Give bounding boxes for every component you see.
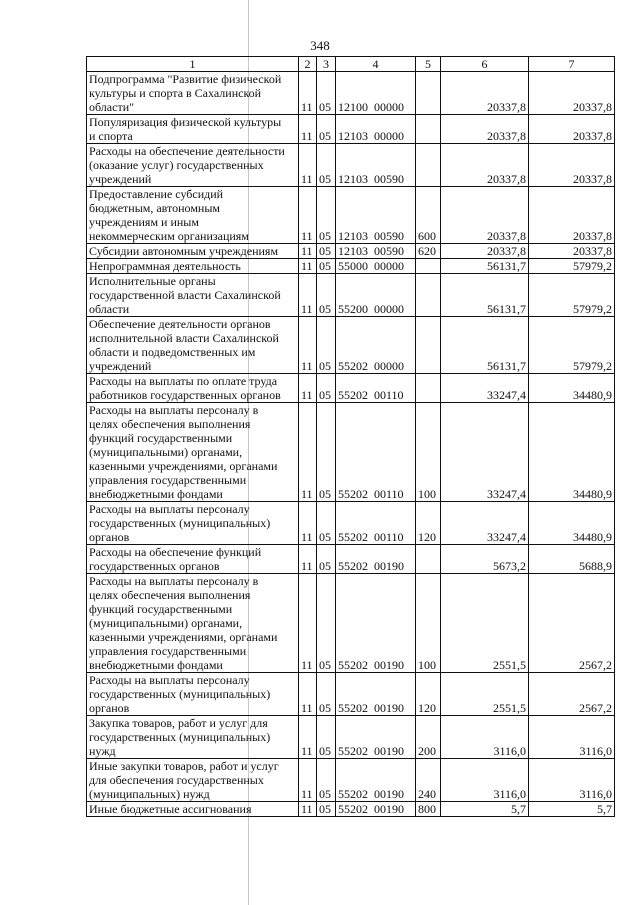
cell-c3: 05 bbox=[317, 274, 336, 317]
cell-name: Иные бюджетные ассигнования bbox=[87, 802, 299, 817]
cell-c7: 34480,9 bbox=[529, 403, 615, 502]
cell-c2: 11 bbox=[299, 403, 317, 502]
cell-c4: 12100 00000 bbox=[336, 72, 416, 115]
cell-c5 bbox=[416, 259, 441, 274]
cell-c6: 56131,7 bbox=[441, 259, 529, 274]
table-row bbox=[87, 716, 615, 759]
cell-c5 bbox=[416, 545, 441, 574]
cell-c4: 55000 00000 bbox=[336, 259, 416, 274]
cell-c6: 20337,8 bbox=[441, 115, 529, 144]
cell-c4: 55202 00110 bbox=[336, 403, 416, 502]
cell-c3: 05 bbox=[317, 115, 336, 144]
cell-c5: 620 bbox=[416, 244, 441, 259]
cell-c7: 20337,8 bbox=[529, 72, 615, 115]
cell-c3: 05 bbox=[317, 72, 336, 115]
budget-table bbox=[86, 56, 615, 817]
header-col-2: 2 bbox=[299, 57, 317, 72]
cell-name: Расходы на обеспечение деятельности (оказание услуг) государственных учреждений bbox=[87, 144, 299, 187]
cell-name: Расходы на выплаты персоналу в целях обеспечения выполнения функций государственными (муниципальными) органами, казенными учреждениями, органами управления государственными внебюджетными фондами bbox=[87, 403, 299, 502]
cell-c6: 20337,8 bbox=[441, 187, 529, 244]
cell-c2: 11 bbox=[299, 115, 317, 144]
cell-c3: 05 bbox=[317, 244, 336, 259]
cell-c4: 55202 00190 bbox=[336, 759, 416, 802]
cell-c3: 05 bbox=[317, 317, 336, 374]
cell-c4: 55202 00190 bbox=[336, 574, 416, 673]
cell-c4: 55202 00110 bbox=[336, 502, 416, 545]
cell-c6: 2551,5 bbox=[441, 574, 529, 673]
cell-c7: 2567,2 bbox=[529, 574, 615, 673]
cell-c5: 600 bbox=[416, 187, 441, 244]
cell-c5: 100 bbox=[416, 574, 441, 673]
cell-c5 bbox=[416, 144, 441, 187]
cell-c2: 11 bbox=[299, 502, 317, 545]
cell-c5 bbox=[416, 374, 441, 403]
cell-name: Расходы на обеспечение функций государственных органов bbox=[87, 545, 299, 574]
cell-c5: 200 bbox=[416, 716, 441, 759]
cell-name: Расходы на выплаты по оплате труда работников государственных органов bbox=[87, 374, 299, 403]
header-col-3: 3 bbox=[317, 57, 336, 72]
cell-c3: 05 bbox=[317, 673, 336, 716]
cell-c6: 5,7 bbox=[441, 802, 529, 817]
cell-c7: 5688,9 bbox=[529, 545, 615, 574]
cell-c5 bbox=[416, 317, 441, 374]
cell-c5 bbox=[416, 72, 441, 115]
cell-c2: 11 bbox=[299, 759, 317, 802]
table-row bbox=[87, 187, 615, 244]
cell-c4: 55202 00190 bbox=[336, 545, 416, 574]
cell-c6: 33247,4 bbox=[441, 502, 529, 545]
cell-name: Расходы на выплаты персоналу государственных (муниципальных) органов bbox=[87, 673, 299, 716]
cell-c5: 120 bbox=[416, 673, 441, 716]
cell-c7: 34480,9 bbox=[529, 502, 615, 545]
table-row bbox=[87, 374, 615, 403]
cell-c6: 20337,8 bbox=[441, 144, 529, 187]
cell-name: Непрограммная деятельность bbox=[87, 259, 299, 274]
cell-c2: 11 bbox=[299, 802, 317, 817]
cell-c2: 11 bbox=[299, 144, 317, 187]
table-row bbox=[87, 545, 615, 574]
cell-c7: 34480,9 bbox=[529, 374, 615, 403]
table-body bbox=[87, 72, 615, 817]
cell-name: Расходы на выплаты персоналу в целях обеспечения выполнения функций государственными (муниципальными) органами, казенными учреждениями, органами управления государственными внебюджетными фондами bbox=[87, 574, 299, 673]
cell-c4: 55202 00000 bbox=[336, 317, 416, 374]
cell-c3: 05 bbox=[317, 187, 336, 244]
cell-c2: 11 bbox=[299, 259, 317, 274]
cell-c3: 05 bbox=[317, 374, 336, 403]
cell-c7: 20337,8 bbox=[529, 115, 615, 144]
header-col-7: 7 bbox=[529, 57, 615, 72]
cell-name: Закупка товаров, работ и услуг для государственных (муниципальных) нужд bbox=[87, 716, 299, 759]
cell-c5: 100 bbox=[416, 403, 441, 502]
cell-name: Расходы на выплаты персоналу государственных (муниципальных) органов bbox=[87, 502, 299, 545]
cell-c4: 12103 00590 bbox=[336, 187, 416, 244]
cell-c3: 05 bbox=[317, 716, 336, 759]
cell-c2: 11 bbox=[299, 673, 317, 716]
cell-c3: 05 bbox=[317, 545, 336, 574]
cell-c6: 3116,0 bbox=[441, 716, 529, 759]
cell-c2: 11 bbox=[299, 545, 317, 574]
cell-c2: 11 bbox=[299, 574, 317, 673]
cell-c6: 33247,4 bbox=[441, 403, 529, 502]
cell-name: Популяризация физической культуры и спорта bbox=[87, 115, 299, 144]
cell-c2: 11 bbox=[299, 716, 317, 759]
cell-c6: 56131,7 bbox=[441, 274, 529, 317]
cell-c4: 55202 00190 bbox=[336, 673, 416, 716]
table-row bbox=[87, 259, 615, 274]
cell-c5 bbox=[416, 115, 441, 144]
cell-c7: 20337,8 bbox=[529, 244, 615, 259]
cell-name: Предоставление субсидий бюджетным, автономным учреждениям и иным некоммерческим организациям bbox=[87, 187, 299, 244]
cell-c4: 55202 00110 bbox=[336, 374, 416, 403]
page-number: 348 bbox=[310, 38, 330, 53]
table-row bbox=[87, 274, 615, 317]
cell-name: Исполнительные органы государственной власти Сахалинской области bbox=[87, 274, 299, 317]
cell-c7: 57979,2 bbox=[529, 274, 615, 317]
cell-c4: 12103 00000 bbox=[336, 115, 416, 144]
cell-c7: 57979,2 bbox=[529, 259, 615, 274]
cell-name: Иные закупки товаров, работ и услуг для обеспечения государственных (муниципальных) нужд bbox=[87, 759, 299, 802]
cell-c3: 05 bbox=[317, 759, 336, 802]
cell-c7: 2567,2 bbox=[529, 673, 615, 716]
cell-c5: 800 bbox=[416, 802, 441, 817]
cell-c2: 11 bbox=[299, 374, 317, 403]
cell-c3: 05 bbox=[317, 574, 336, 673]
cell-c4: 55202 00190 bbox=[336, 802, 416, 817]
cell-c6: 33247,4 bbox=[441, 374, 529, 403]
header-col-6: 6 bbox=[441, 57, 529, 72]
header-col-4: 4 bbox=[336, 57, 416, 72]
cell-c6: 20337,8 bbox=[441, 244, 529, 259]
cell-c2: 11 bbox=[299, 244, 317, 259]
cell-c7: 20337,8 bbox=[529, 144, 615, 187]
table-row bbox=[87, 574, 615, 673]
cell-c7: 57979,2 bbox=[529, 317, 615, 374]
header-col-5: 5 bbox=[416, 57, 441, 72]
table-row bbox=[87, 115, 615, 144]
table-row bbox=[87, 317, 615, 374]
cell-c7: 3116,0 bbox=[529, 716, 615, 759]
cell-c7: 5,7 bbox=[529, 802, 615, 817]
table-row bbox=[87, 502, 615, 545]
cell-c2: 11 bbox=[299, 317, 317, 374]
cell-c3: 05 bbox=[317, 259, 336, 274]
table-row bbox=[87, 759, 615, 802]
cell-c5: 240 bbox=[416, 759, 441, 802]
cell-c2: 11 bbox=[299, 187, 317, 244]
table-row bbox=[87, 144, 615, 187]
cell-c7: 3116,0 bbox=[529, 759, 615, 802]
table-row bbox=[87, 802, 615, 817]
cell-c6: 2551,5 bbox=[441, 673, 529, 716]
cell-c2: 11 bbox=[299, 274, 317, 317]
cell-c6: 56131,7 bbox=[441, 317, 529, 374]
table-header bbox=[87, 57, 615, 72]
table-row bbox=[87, 673, 615, 716]
table-row bbox=[87, 403, 615, 502]
cell-c5 bbox=[416, 274, 441, 317]
cell-c6: 20337,8 bbox=[441, 72, 529, 115]
cell-c4: 55202 00190 bbox=[336, 716, 416, 759]
cell-c3: 05 bbox=[317, 144, 336, 187]
cell-c3: 05 bbox=[317, 502, 336, 545]
cell-c4: 55200 00000 bbox=[336, 274, 416, 317]
header-col-1: 1 bbox=[87, 57, 299, 72]
cell-name: Подпрограмма "Развитие физической культуры и спорта в Сахалинской области" bbox=[87, 72, 299, 115]
cell-name: Субсидии автономным учреждениям bbox=[87, 244, 299, 259]
cell-c4: 12103 00590 bbox=[336, 244, 416, 259]
cell-name: Обеспечение деятельности органов исполнительной власти Сахалинской области и подведомственных им учреждений bbox=[87, 317, 299, 374]
cell-c6: 5673,2 bbox=[441, 545, 529, 574]
table-row bbox=[87, 244, 615, 259]
cell-c3: 05 bbox=[317, 403, 336, 502]
cell-c4: 12103 00590 bbox=[336, 144, 416, 187]
cell-c3: 05 bbox=[317, 802, 336, 817]
cell-c7: 20337,8 bbox=[529, 187, 615, 244]
cell-c6: 3116,0 bbox=[441, 759, 529, 802]
table-row bbox=[87, 72, 615, 115]
cell-c2: 11 bbox=[299, 72, 317, 115]
cell-c5: 120 bbox=[416, 502, 441, 545]
